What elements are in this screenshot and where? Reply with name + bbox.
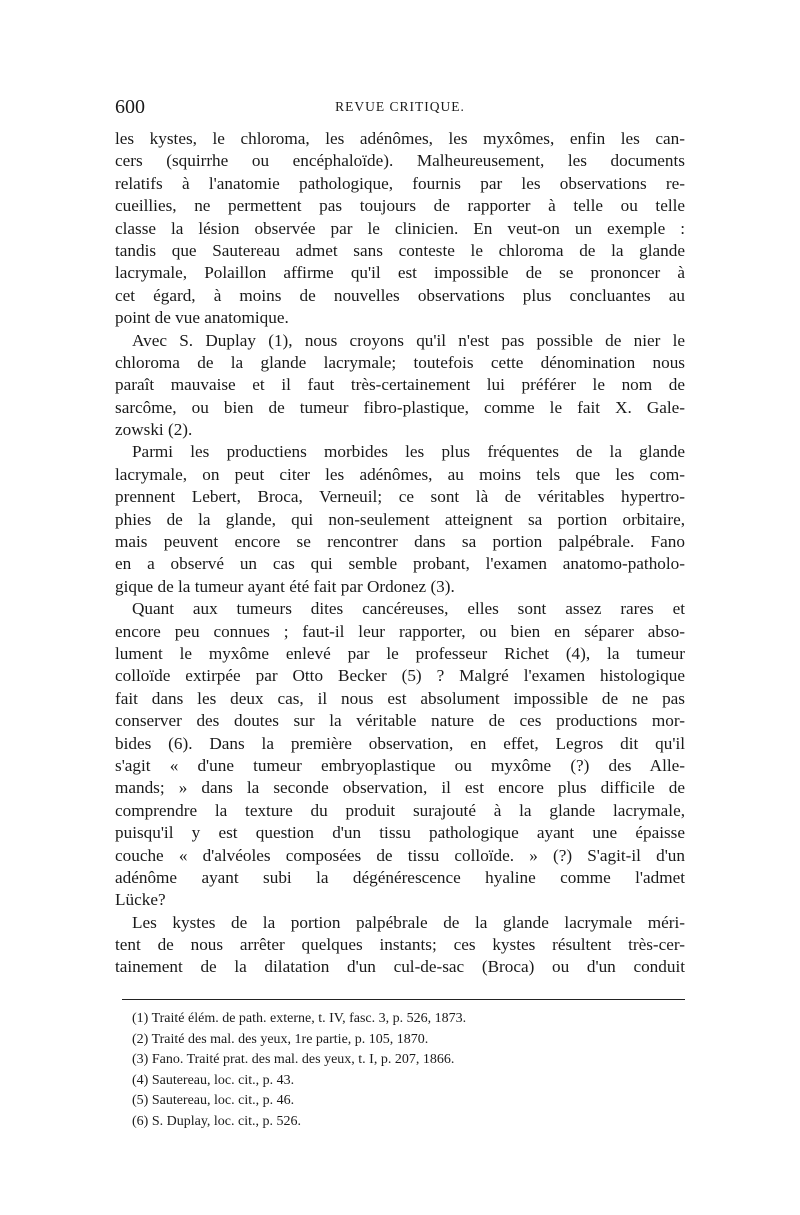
text-line: encore peu connues ; faut-il leur rapporter, ou bien en séparer abso- (115, 621, 685, 641)
text-line: adénôme ayant subi la dégénérescence hyaline comme l'admet (115, 867, 685, 887)
text-line: classe la lésion observée par le clinicien. En veut-on un exemple : (115, 218, 685, 238)
text-line: Les kystes de la portion palpébrale de la glande lacrymale méri- (132, 912, 685, 932)
text-line: fait dans les deux cas, il nous est absolument impossible de ne pas (115, 688, 685, 708)
text-line: colloïde extirpée par Otto Becker (5) ? Malgré l'examen histologique (115, 666, 685, 686)
text-line: sarcôme, ou bien de tumeur fibro-plastique, comme le fait X. Gale- (115, 397, 685, 417)
text-line: couche « d'alvéoles composées de tissu colloïde. » (?) S'agit-il d'un (115, 845, 685, 865)
text-line: conserver des doutes sur la véritable nature de ces productions mor- (115, 711, 685, 731)
page-number: 600 (115, 96, 145, 118)
footnotes (132, 1009, 685, 1132)
text-line: phies de la glande, qui non-seulement atteignent sa portion orbitaire, (115, 509, 685, 529)
text-line: tent de nous arrêter quelques instants; ces kystes résultent très-cer- (115, 935, 685, 955)
footnote: (4) Sautereau, loc. cit., p. 43. (132, 1072, 295, 1088)
text-line: lacrymale, on peut citer les adénômes, au moins tels que les com- (115, 464, 685, 484)
footnote: (6) S. Duplay, loc. cit., p. 526. (132, 1113, 302, 1129)
text-line: cet égard, à moins de nouvelles observations plus concluantes au (115, 285, 685, 305)
footnote-rule (122, 999, 685, 1000)
text-line: point de vue anatomique. (115, 308, 289, 328)
text-line: tainement de la dilatation d'un cul-de-sac (Broca) ou d'un conduit (115, 957, 685, 977)
text-line: comprendre la texture du produit surajouté à la glande lacrymale, (115, 800, 685, 820)
text-line: mais peuvent encore se rencontrer dans sa portion palpébrale. Fano (115, 532, 685, 552)
text-line: en a observé un cas qui semble probant, l'examen anatomo-patholo- (115, 554, 685, 574)
text-line: Lücke? (115, 890, 166, 910)
text-line: lacrymale, Polaillon affirme qu'il est impossible de se prononcer à (115, 263, 685, 283)
running-title: REVUE CRITIQUE. (335, 99, 465, 114)
text-line: paraît mauvaise et il faut très-certainement lui préférer le nom de (115, 375, 685, 395)
footnote: (1) Traité élém. de path. externe, t. IV, fasc. 3, p. 526, 1873. (132, 1011, 467, 1026)
text-line: prennent Lebert, Broca, Verneuil; ce sont là de véritables hypertro- (115, 487, 685, 507)
text-line: Quant aux tumeurs dites cancéreuses, elles sont assez rares et (132, 599, 685, 619)
text-line: cueillies, ne permettent pas toujours de rapporter à telle ou telle (115, 196, 685, 216)
footnote: (5) Sautereau, loc. cit., p. 46. (132, 1093, 295, 1108)
text-line: relatifs à l'anatomie pathologique, fournis par les observations re- (115, 173, 685, 193)
text-line: mands; » dans la seconde observation, il est encore plus difficile de (115, 778, 685, 798)
text-line: puisqu'il y est question d'un tissu pathologique ayant une épaisse (115, 823, 685, 843)
text-line: zowski (2). (115, 420, 193, 440)
text-line: bides (6). Dans la première observation, en effet, Legros dit qu'il (115, 733, 685, 753)
text-line: Parmi les productiens morbides les plus fréquentes de la glande (132, 442, 685, 462)
text-line: cers (squirrhe ou encéphaloïde). Malheureusement, les documents (115, 151, 685, 171)
text-line: les kystes, le chloroma, les adénômes, les myxômes, enfin les can- (115, 129, 685, 148)
page-header (115, 96, 685, 120)
text-line: chloroma de la glande lacrymale; toutefois cette dénomination nous (115, 352, 685, 372)
text-line: lument le myxôme enlevé par le professeur Richet (4), la tumeur (115, 643, 685, 663)
text-line: Avec S. Duplay (1), nous croyons qu'il n'est pas possible de nier le (132, 330, 685, 350)
text-line: s'agit « d'une tumeur embryoplastique ou myxôme (?) des Alle- (115, 755, 685, 775)
text-line: tandis que Sautereau admet sans conteste le chloroma de la glande (115, 240, 685, 260)
footnote: (3) Fano. Traité prat. des mal. des yeux, t. I, p. 207, 1866. (132, 1052, 455, 1067)
body-text (115, 128, 685, 979)
footnote: (2) Traité des mal. des yeux, 1re partie, p. 105, 1870. (132, 1031, 429, 1047)
text-line: gique de la tumeur ayant été fait par Ordonez (3). (115, 576, 455, 596)
